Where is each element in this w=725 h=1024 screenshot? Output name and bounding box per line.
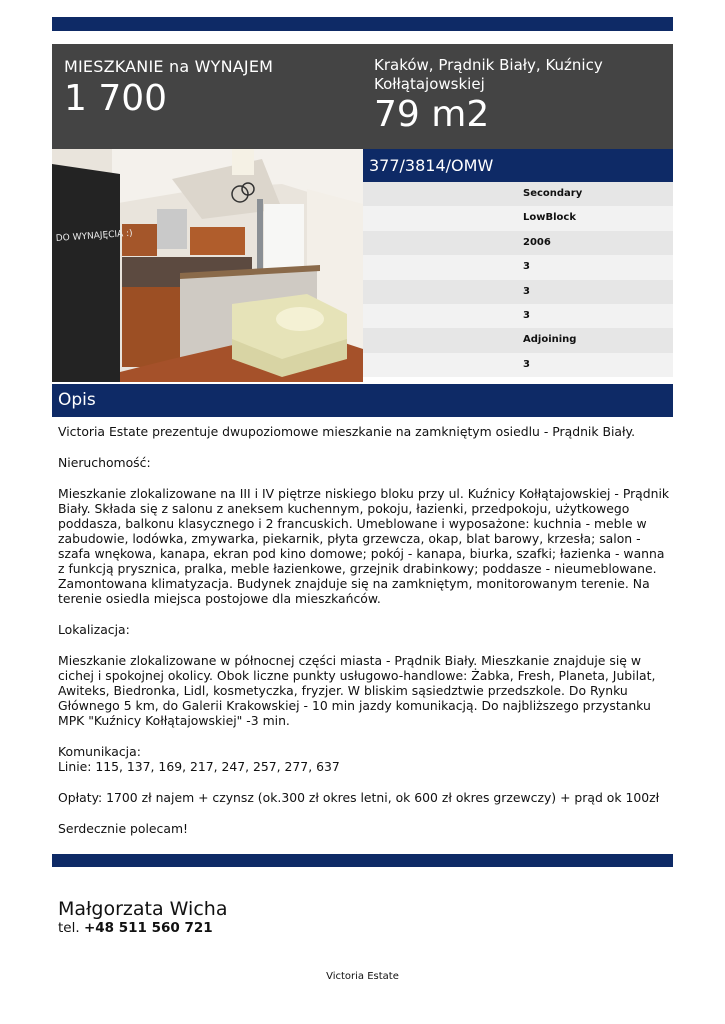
listing-header	[52, 44, 673, 149]
agent-name: Małgorzata Wicha	[58, 898, 228, 920]
transport-heading: Komunikacja:	[58, 744, 141, 759]
agent-phone-line	[58, 920, 213, 936]
listing-area: 79 m2	[374, 94, 490, 135]
fees-text: Opłaty: 1700 zł najem + czynsz (ok.300 zł okres letni, ok 600 zł okres grzewczy) + prąd ok 100zł	[58, 790, 660, 805]
description-intro: Victoria Estate prezentuje dwupoziomowe mieszkanie na zamkniętym osiedlu - Prądnik Biały.	[58, 424, 636, 439]
location-heading: Lokalizacja:	[58, 622, 130, 637]
property-row: 3	[363, 353, 673, 377]
property-row: Adjoining	[363, 328, 673, 352]
listing-location: Kraków, Prądnik Biały, Kuźnicy Kołłątajowskiej	[374, 56, 603, 93]
property-text: Mieszkanie zlokalizowane na III i IV piętrze niskiego bloku przy ul. Kuźnicy Kołłątajowskiej - Prądnik Biały. Składa się z salonu z aneksem kuchennym, pokoju, łazienki, przedpokoju, użytkowego poddasza, balkonu klasycznego i 2 francuskich. Umeblowane i wyposażone: kuchnia - meble w zabudowie, lodówka, zmywarka, piekarnik, płyta grzewcza, okap, blat barowy, krzesła; salon - szafa wnękowa, kanapa, ekran pod kino domowe; pokój - kanapa, biurka, szafki; łazienka - wanna z funkcją prysznica, pralka, meble łazienkowe, grzejnik drabinkowy; poddasze - nieumeblowane. Zamontowana klimatyzacja. Budynek znajduje się na zamkniętym, monitorowanym terenie. Na terenie osiedla miejsca postojowe dla mieszkańców.	[58, 486, 670, 606]
property-list	[363, 182, 673, 377]
property-row: 3	[363, 280, 673, 304]
bottom-accent-bar	[52, 854, 673, 867]
listing-price: 1 700	[64, 78, 168, 119]
reference-number: 377/3814/OMW	[363, 149, 673, 182]
transport-text: Linie: 115, 137, 169, 217, 247, 257, 277, 637	[58, 759, 340, 774]
agent-phone[interactable]: +48 511 560 721	[83, 920, 213, 936]
property-row: Secondary	[363, 182, 673, 206]
top-accent-bar	[52, 17, 673, 31]
property-heading: Nieruchomość:	[58, 455, 151, 470]
phone-label: tel.	[58, 920, 80, 936]
section-title: Opis	[52, 384, 673, 417]
closing-text: Serdecznie polecam!	[58, 821, 188, 836]
description	[58, 424, 670, 836]
location-text: Mieszkanie zlokalizowane w północnej części miasta - Prądnik Biały. Mieszkanie znajduje się w cichej i spokojnej okolicy. Obok liczne punkty usługowo-handlowe: Żabka, Fresh, Planeta, Jubilat, Awiteks, Biedronka, Lidl, kosmetyczka, fryzjer. W bliskim sąsiedztwie przedszkole. Do Rynku Głównego 5 km, do Galerii Krakowskiej - 10 min jazdy komunikacją. Do najbliższego przystanku MPK "Kuźnicy Kołłątajowskiej" -3 min.	[58, 653, 656, 728]
property-row: 3	[363, 304, 673, 328]
property-row: 2006	[363, 231, 673, 255]
listing-type: MIESZKANIE na WYNAJEM	[64, 57, 274, 76]
property-row: LowBlock	[363, 206, 673, 230]
apartment-photo	[52, 149, 363, 382]
footer-company: Victoria Estate	[326, 971, 399, 982]
property-row: 3	[363, 255, 673, 279]
chalkboard-text: DO WYNAJĘCIA :)	[55, 228, 134, 244]
